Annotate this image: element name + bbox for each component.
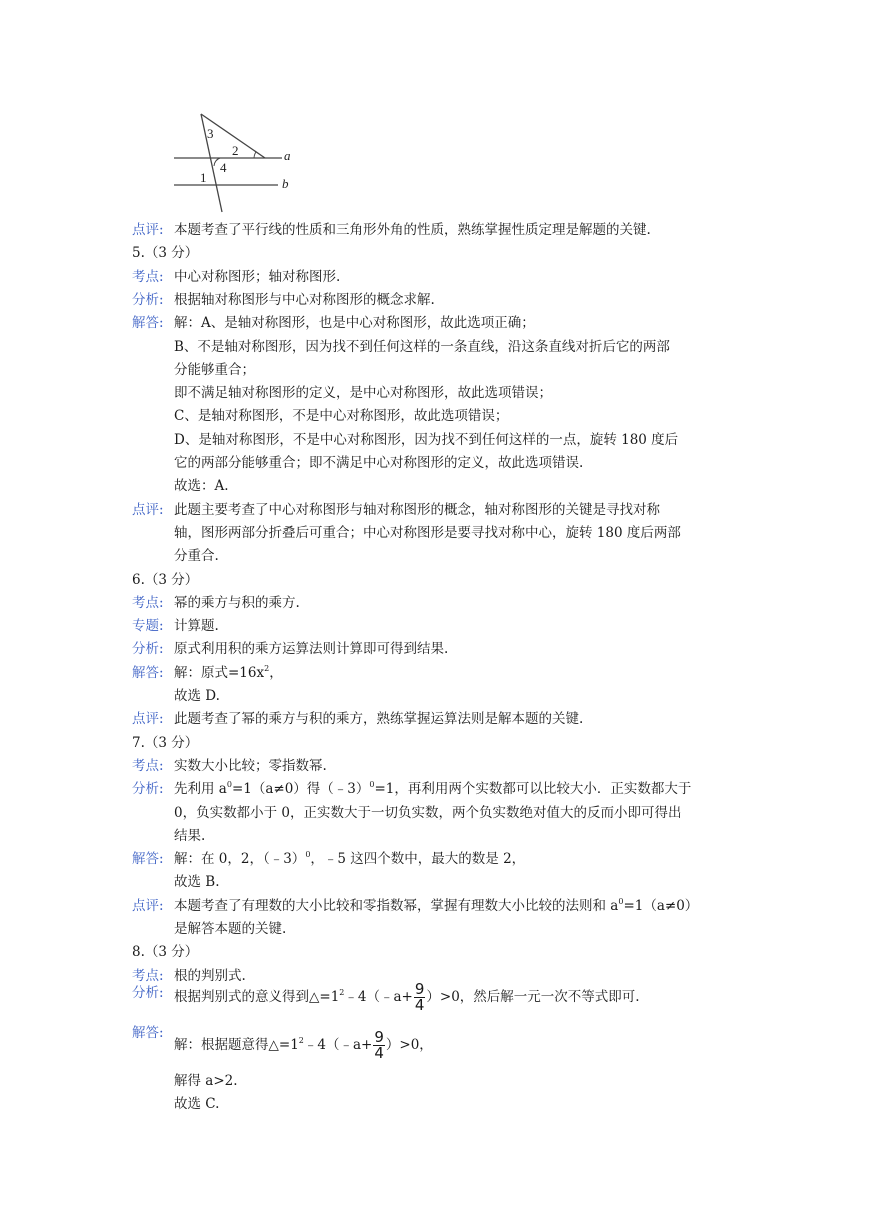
line-text: 故选：A. [174, 478, 229, 495]
section-label: 点评: [132, 897, 164, 914]
section-label: 分析: [132, 291, 164, 308]
question-number: 5.（3 分） [132, 245, 199, 262]
line-b-label: b [282, 176, 289, 191]
parallel-lines-figure [170, 108, 300, 213]
line-text: 本题考查了有理数的大小比较和零指数幂，掌握有理数大小比较的法则和 $a^0=1(a\ne 0)$ [174, 896, 699, 914]
line-text: 原式利用积的乘方运算法则计算即可得到结果. [174, 641, 449, 658]
section-label: 考点: [132, 268, 164, 285]
label-answer: 解答: [132, 1025, 164, 1041]
line-text: D、是轴对称图形，不是中心对称图形，因为找不到任何这样的一点，旋转 180 度后 [174, 431, 679, 448]
angle-1-label: 1 [200, 170, 207, 185]
line-text: 分重合. [174, 548, 219, 565]
question-number: 8.（3 分） [132, 944, 199, 961]
line-text: 此题主要考查了中心对称图形与轴对称图形的概念，轴对称图形的关键是寻找对称 [174, 501, 660, 518]
q8-analysis-text: 根据判别式的意义得到$\triangle=1^2﹣4(﹣a+$ $\frac{9}{4}$ ）>0，然后解一元一次不等式即可. [174, 980, 640, 1014]
section-label: 考点: [132, 594, 164, 611]
line-text: 实数大小比较；零指数幂. [174, 757, 327, 774]
line-text: C、是轴对称图形，不是中心对称图形，故此选项错误； [174, 408, 509, 425]
section-label: 点评: [132, 222, 164, 238]
line-text: 根的判别式. [174, 967, 246, 984]
line-a-label: a [284, 148, 291, 163]
line-text: 是解答本题的关键. [174, 921, 287, 937]
line-text: 解：在 0，2，（﹣3）$^0$，﹣5 这四个数中，最大的数是 2， [174, 850, 526, 868]
line-text: 轴，图形两部分折叠后可重合；中心对称图形是要寻找对称中心，旋转 180 度后两部 [174, 524, 681, 541]
angle-2-label: 2 [232, 143, 239, 158]
angle-2-arc [254, 152, 256, 158]
section-label: 分析: [132, 781, 164, 798]
angle-4-label: 4 [220, 160, 227, 175]
line-text: 幂的乘方与积的乘方. [174, 594, 300, 611]
section-label: 分析: [132, 641, 164, 658]
line-text: 分能够重合； [174, 361, 255, 378]
line-text: 它的两部分能够重合；即不满足中心对称图形的定义，故此选项错误. [174, 455, 584, 471]
section-label: 解答: [132, 664, 164, 681]
line-text: 解：A、是轴对称图形，也是中心对称图形，故此选项正确； [174, 315, 535, 332]
question-number: 6.（3 分） [132, 571, 199, 588]
line-text: B、不是轴对称图形，因为找不到任何这样的一条直线，沿这条直线对折后它的两部 [174, 338, 670, 355]
section-label: 考点: [132, 757, 164, 774]
line-text: 先利用 $a^0=1(a\ne 0)$得（﹣3）$^0$=1，再利用两个实数都可以比较大小．正实数都大于 [174, 780, 692, 798]
line-text: 此题考查了幂的乘方与积的乘方，熟练掌握运算法则是解本题的关键. [174, 711, 584, 728]
question-number: 7.（3 分） [132, 734, 199, 751]
section-label: 点评: [132, 711, 164, 728]
line-text: 中心对称图形；轴对称图形. [174, 268, 341, 285]
line-text: 即不满足轴对称图形的定义，是中心对称图形，故此选项错误； [174, 385, 552, 402]
q8-answer-text: 解：根据题意得$\triangle=1^2﹣4(﹣a+$ $\frac{9}{4}$ ）>0， [174, 1028, 433, 1062]
line-text: 0，负实数都小于 0，正实数大于一切负实数，两个负实数绝对值大的反而小即可得出 [174, 804, 682, 821]
line-text: 解：原式$=16x^2$， [174, 663, 283, 681]
label-analysis: 分析: [132, 985, 164, 1001]
section-label: 点评: [132, 501, 164, 518]
line-text: 计算题. [174, 618, 219, 635]
fraction: $\frac{9}{4}$ [374, 1028, 384, 1062]
line-text: 故选 D. [174, 688, 220, 704]
line-text: 故选 B. [174, 874, 220, 891]
line-text: 本题考查了平行线的性质和三角形外角的性质，熟练掌握性质定理是解题的关键. [174, 222, 651, 238]
section-label: 解答: [132, 315, 164, 332]
line-text: 根据轴对称图形与中心对称图形的概念求解. [174, 291, 435, 308]
section-label: 专题: [132, 618, 164, 635]
angle-3-label: 3 [207, 126, 214, 141]
fraction: $\frac{9}{4}$ [414, 980, 425, 1014]
line-text: 结果. [174, 827, 206, 844]
section-label: 解答: [132, 851, 164, 868]
section-label: 考点: [132, 967, 164, 984]
